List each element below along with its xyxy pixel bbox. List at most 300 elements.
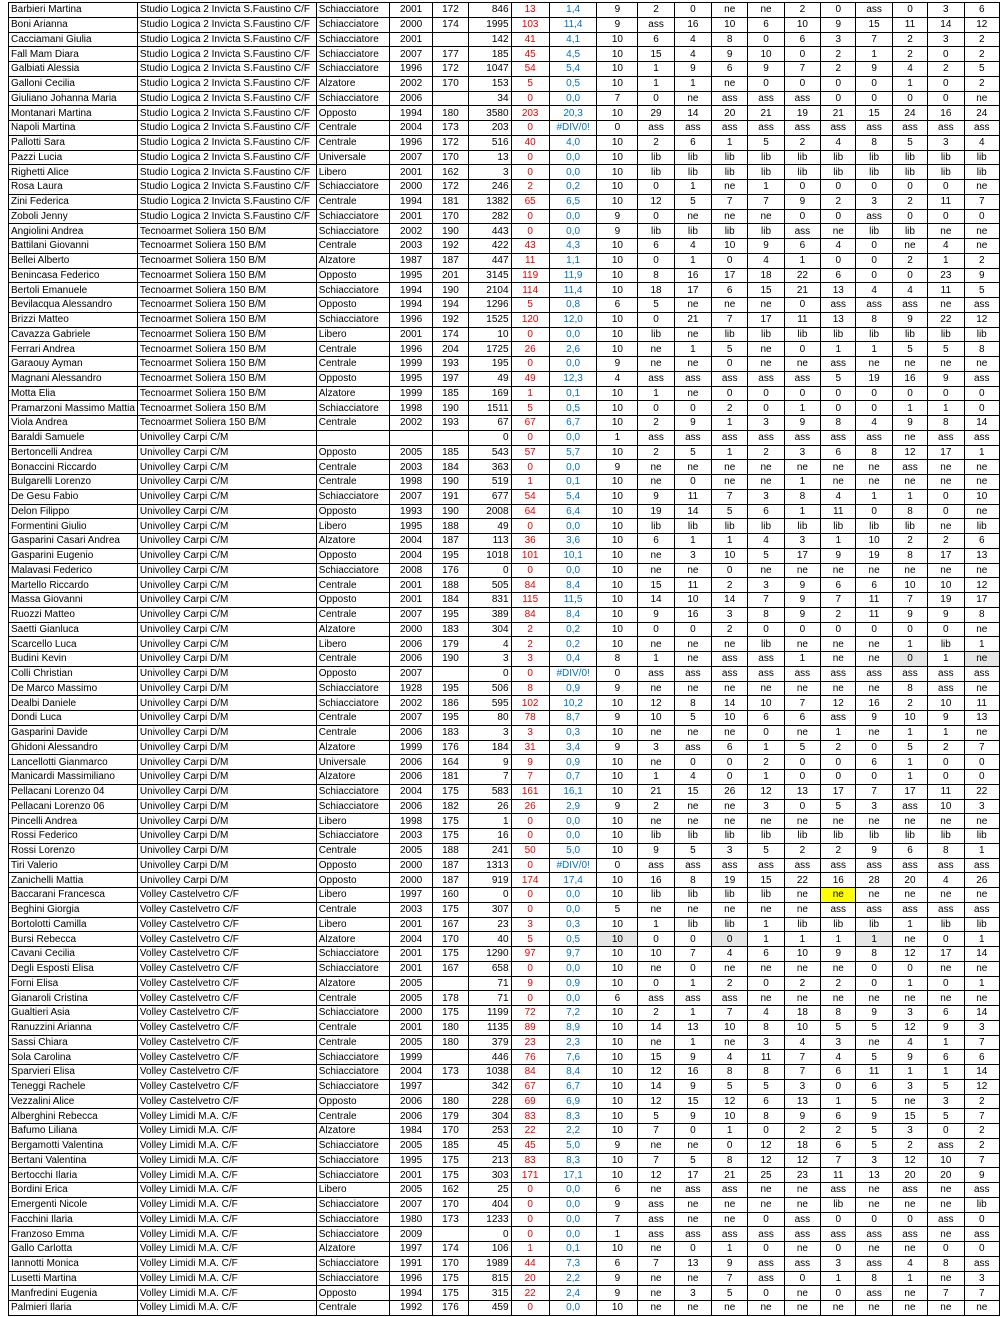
- cell-g10: 0: [964, 770, 1000, 785]
- cell-g10: 7: [964, 740, 1000, 755]
- cell-g8: lib: [892, 165, 927, 180]
- cell-avg: 10,1: [549, 548, 597, 563]
- cell-g9: ass: [928, 1212, 964, 1227]
- cell-g5: 19: [784, 106, 820, 121]
- cell-avg: 7,2: [549, 1006, 597, 1021]
- cell-height: 195: [432, 607, 468, 622]
- cell-g8: lib: [892, 150, 927, 165]
- cell-name: Pellacani Lorenzo 06: [9, 799, 138, 814]
- cell-g6: 0: [821, 209, 856, 224]
- cell-tot: 1725: [469, 342, 511, 357]
- cell-g5: ne: [784, 991, 820, 1006]
- cell-g2: lib: [674, 224, 711, 239]
- cell-role: Libero: [316, 888, 390, 903]
- cell-avg: 0,1: [549, 386, 597, 401]
- cell-g2: ne: [674, 386, 711, 401]
- cell-g5: ne: [784, 357, 820, 372]
- cell-year: 2002: [390, 696, 432, 711]
- cell-g6: ass: [821, 1227, 856, 1242]
- cell-g8: 0: [892, 1212, 927, 1227]
- cell-g10: ne: [964, 504, 1000, 519]
- cell-matches: 10: [597, 268, 638, 283]
- cell-g10: 0: [964, 209, 1000, 224]
- cell-g4: lib: [748, 829, 784, 844]
- cell-matches: 10: [597, 135, 638, 150]
- cell-role: Schiacciatore: [316, 784, 390, 799]
- cell-role: Opposto: [316, 371, 390, 386]
- cell-g7: 1: [856, 47, 892, 62]
- cell-role: Alzatore: [316, 76, 390, 91]
- cell-g5: 7: [784, 1050, 820, 1065]
- cell-year: 1995: [390, 268, 432, 283]
- cell-g2: ne: [674, 902, 711, 917]
- cell-team: Univolley Carpi C/M: [137, 445, 316, 460]
- cell-year: 2005: [390, 1183, 432, 1198]
- cell-avg: 2,4: [549, 1286, 597, 1301]
- cell-year: 1995: [390, 519, 432, 534]
- cell-matches: 9: [597, 224, 638, 239]
- cell-g10: ass: [964, 1227, 1000, 1242]
- cell-team: Volley Limidi M.A. C/F: [137, 1271, 316, 1286]
- cell-team: Volley Castelvetro C/F: [137, 932, 316, 947]
- cell-year: 2003: [390, 829, 432, 844]
- cell-g10: 10: [964, 489, 1000, 504]
- cell-tot: 49: [469, 519, 511, 534]
- cell-year: 1994: [390, 298, 432, 313]
- cell-g6: 2: [821, 47, 856, 62]
- cell-g4: lib: [748, 519, 784, 534]
- cell-g2: 16: [674, 607, 711, 622]
- cell-g1: ass: [638, 666, 674, 681]
- cell-g4: ne: [748, 961, 784, 976]
- cell-g6: 2: [821, 976, 856, 991]
- cell-tot: 1511: [469, 401, 511, 416]
- cell-g4: 3: [748, 1035, 784, 1050]
- cell-team: Univolley Carpi D/M: [137, 755, 316, 770]
- cell-avg: 0,1: [549, 1242, 597, 1257]
- cell-role: Opposto: [316, 873, 390, 888]
- cell-name: Napoli Martina: [9, 121, 138, 136]
- cell-g5: ne: [784, 814, 820, 829]
- cell-g2: 0: [674, 1242, 711, 1257]
- cell-pts: 1: [511, 475, 549, 490]
- cell-g4: 4: [748, 534, 784, 549]
- cell-g9: ass: [928, 430, 964, 445]
- cell-height: 170: [432, 1124, 468, 1139]
- cell-g7: 8: [856, 135, 892, 150]
- cell-g5: 9: [784, 607, 820, 622]
- cell-g8: 2: [892, 534, 927, 549]
- cell-g1: ass: [638, 858, 674, 873]
- cell-tot: 34: [469, 91, 511, 106]
- cell-g1: 2: [638, 135, 674, 150]
- cell-g9: 0: [928, 1124, 964, 1139]
- cell-g9: 19: [928, 593, 964, 608]
- cell-g3: ne: [712, 799, 748, 814]
- cell-role: Libero: [316, 637, 390, 652]
- cell-height: 181: [432, 194, 468, 209]
- cell-tot: 1233: [469, 1212, 511, 1227]
- cell-tot: 3: [469, 652, 511, 667]
- cell-g6: 0: [821, 76, 856, 91]
- cell-avg: 0,0: [549, 814, 597, 829]
- cell-g2: 17: [674, 1168, 711, 1183]
- cell-year: 1994: [390, 194, 432, 209]
- cell-g4: ne: [748, 475, 784, 490]
- cell-g3: 7: [712, 1006, 748, 1021]
- cell-g1: ne: [638, 342, 674, 357]
- cell-team: Volley Limidi M.A. C/F: [137, 1242, 316, 1257]
- cell-team: Tecnoarmet Soliera 150 B/M: [137, 312, 316, 327]
- cell-g9: ne: [928, 1183, 964, 1198]
- cell-g3: ass: [712, 91, 748, 106]
- cell-pts: 57: [511, 445, 549, 460]
- cell-team: Univolley Carpi C/M: [137, 475, 316, 490]
- cell-g1: 14: [638, 1079, 674, 1094]
- cell-year: [390, 430, 432, 445]
- cell-g6: 0: [821, 1212, 856, 1227]
- cell-g2: 0: [674, 401, 711, 416]
- table-row: [9, 239, 1000, 254]
- cell-year: 2004: [390, 1065, 432, 1080]
- cell-tot: 846: [469, 3, 511, 18]
- cell-g6: 2: [821, 194, 856, 209]
- cell-tot: 113: [469, 534, 511, 549]
- cell-g3: 7: [712, 194, 748, 209]
- cell-team: Tecnoarmet Soliera 150 B/M: [137, 239, 316, 254]
- cell-g9: ne: [928, 357, 964, 372]
- cell-name: Bonaccini Riccardo: [9, 460, 138, 475]
- cell-g1: ne: [638, 1035, 674, 1050]
- cell-g2: 4: [674, 32, 711, 47]
- cell-year: 1999: [390, 1050, 432, 1065]
- cell-tot: 389: [469, 607, 511, 622]
- cell-g3: ass: [712, 652, 748, 667]
- cell-matches: 10: [597, 888, 638, 903]
- cell-g5: 18: [784, 1138, 820, 1153]
- cell-tot: 505: [469, 578, 511, 593]
- cell-year: 2003: [390, 460, 432, 475]
- cell-g4: 17: [748, 312, 784, 327]
- table-row: [9, 253, 1000, 268]
- cell-matches: 10: [597, 1020, 638, 1035]
- cell-matches: 10: [597, 725, 638, 740]
- cell-year: 1998: [390, 401, 432, 416]
- cell-g6: 6: [821, 578, 856, 593]
- cell-team: Univolley Carpi D/M: [137, 784, 316, 799]
- cell-g8: ass: [892, 1183, 927, 1198]
- cell-avg: 0,5: [549, 401, 597, 416]
- cell-avg: 5,0: [549, 1138, 597, 1153]
- cell-g7: lib: [856, 917, 892, 932]
- cell-g3: ne: [712, 902, 748, 917]
- cell-tot: 0: [469, 666, 511, 681]
- cell-g2: 13: [674, 1020, 711, 1035]
- cell-g2: 0: [674, 932, 711, 947]
- cell-g5: 2: [784, 976, 820, 991]
- cell-g10: 12: [964, 312, 1000, 327]
- cell-tot: 583: [469, 784, 511, 799]
- cell-avg: 17,4: [549, 873, 597, 888]
- cell-g8: 12: [892, 1153, 927, 1168]
- cell-role: Libero: [316, 917, 390, 932]
- cell-year: 1994: [390, 106, 432, 121]
- cell-role: Alzatore: [316, 770, 390, 785]
- cell-g9: 1: [928, 725, 964, 740]
- cell-g1: 6: [638, 32, 674, 47]
- cell-g3: 1: [712, 1242, 748, 1257]
- table-row: [9, 475, 1000, 490]
- cell-role: Centrale: [316, 342, 390, 357]
- cell-name: Bellei Alberto: [9, 253, 138, 268]
- cell-height: 170: [432, 76, 468, 91]
- cell-g2: 4: [674, 239, 711, 254]
- cell-g6: lib: [821, 165, 856, 180]
- cell-g2: 11: [674, 489, 711, 504]
- cell-tot: 7: [469, 770, 511, 785]
- cell-tot: 1135: [469, 1020, 511, 1035]
- cell-team: Univolley Carpi C/M: [137, 622, 316, 637]
- cell-year: 2004: [390, 548, 432, 563]
- cell-role: Schiacciatore: [316, 62, 390, 77]
- cell-g5: 0: [784, 180, 820, 195]
- cell-g2: ne: [674, 681, 711, 696]
- cell-pts: 26: [511, 799, 549, 814]
- cell-g2: 9: [674, 1079, 711, 1094]
- cell-role: Schiacciatore: [316, 224, 390, 239]
- cell-g3: ne: [712, 460, 748, 475]
- cell-name: Dondi Luca: [9, 711, 138, 726]
- cell-g7: ne: [856, 814, 892, 829]
- cell-g2: 4: [674, 770, 711, 785]
- cell-pts: 7: [511, 770, 549, 785]
- cell-g5: ne: [784, 637, 820, 652]
- cell-avg: 0,2: [549, 180, 597, 195]
- cell-g2: ne: [674, 799, 711, 814]
- cell-g10: 8: [964, 342, 1000, 357]
- cell-name: Tiri Valerio: [9, 858, 138, 873]
- cell-g7: 1: [856, 342, 892, 357]
- cell-g1: ne: [638, 814, 674, 829]
- cell-height: 170: [432, 150, 468, 165]
- cell-height: 201: [432, 268, 468, 283]
- cell-g8: 1: [892, 1271, 927, 1286]
- table-row: [9, 652, 1000, 667]
- cell-g7: ne: [856, 357, 892, 372]
- cell-g8: ass: [892, 460, 927, 475]
- cell-pts: 84: [511, 607, 549, 622]
- cell-g2: 6: [674, 135, 711, 150]
- cell-role: Schiacciatore: [316, 1006, 390, 1021]
- cell-pts: 23: [511, 1035, 549, 1050]
- cell-g6: 7: [821, 593, 856, 608]
- cell-avg: 5,0: [549, 843, 597, 858]
- cell-tot: 16: [469, 829, 511, 844]
- cell-team: Studio Logica 2 Invicta S.Faustino C/F: [137, 209, 316, 224]
- cell-team: Studio Logica 2 Invicta S.Faustino C/F: [137, 3, 316, 18]
- cell-g6: 7: [821, 1153, 856, 1168]
- cell-g4: 5: [748, 1079, 784, 1094]
- table-row: [9, 1050, 1000, 1065]
- table-row: [9, 607, 1000, 622]
- cell-g4: 3: [748, 489, 784, 504]
- cell-team: Volley Limidi M.A. C/F: [137, 1286, 316, 1301]
- cell-g9: 1: [928, 1035, 964, 1050]
- cell-role: Schiacciatore: [316, 1138, 390, 1153]
- cell-g5: 10: [784, 1020, 820, 1035]
- cell-year: 2002: [390, 416, 432, 431]
- cell-year: 2005: [390, 445, 432, 460]
- cell-g9: 0: [928, 622, 964, 637]
- cell-g9: ne: [928, 1227, 964, 1242]
- table-row: [9, 799, 1000, 814]
- cell-matches: 10: [597, 62, 638, 77]
- cell-year: 2001: [390, 578, 432, 593]
- table-row: [9, 681, 1000, 696]
- cell-g5: 3: [784, 445, 820, 460]
- cell-g8: 9: [892, 416, 927, 431]
- cell-year: 2006: [390, 1109, 432, 1124]
- cell-g9: lib: [928, 829, 964, 844]
- cell-g3: 6: [712, 740, 748, 755]
- cell-g4: ass: [748, 121, 784, 136]
- cell-height: 174: [432, 327, 468, 342]
- table-row: [9, 3, 1000, 18]
- cell-year: 2001: [390, 961, 432, 976]
- cell-g6: 6: [821, 1138, 856, 1153]
- cell-g6: 21: [821, 106, 856, 121]
- cell-g2: ne: [674, 1212, 711, 1227]
- cell-g10: ne: [964, 814, 1000, 829]
- cell-g10: 0: [964, 755, 1000, 770]
- cell-year: 2000: [390, 858, 432, 873]
- cell-g10: 9: [964, 1168, 1000, 1183]
- cell-g1: 0: [638, 976, 674, 991]
- cell-name: Saetti Gianluca: [9, 622, 138, 637]
- cell-avg: 0,9: [549, 976, 597, 991]
- cell-g3: 10: [712, 1020, 748, 1035]
- cell-g10: 22: [964, 784, 1000, 799]
- cell-g2: ne: [674, 1271, 711, 1286]
- cell-g10: lib: [964, 917, 1000, 932]
- cell-team: Univolley Carpi C/M: [137, 430, 316, 445]
- cell-matches: 10: [597, 1124, 638, 1139]
- cell-g8: ass: [892, 298, 927, 313]
- cell-name: Bursi Rebecca: [9, 932, 138, 947]
- cell-g2: ne: [674, 1197, 711, 1212]
- cell-avg: 12,0: [549, 312, 597, 327]
- cell-g6: 3: [821, 32, 856, 47]
- cell-g3: 26: [712, 784, 748, 799]
- cell-g5: 1: [784, 401, 820, 416]
- cell-g6: 2: [821, 843, 856, 858]
- cell-g7: 0: [856, 386, 892, 401]
- cell-role: Opposto: [316, 298, 390, 313]
- cell-g8: 2: [892, 696, 927, 711]
- cell-g2: ne: [674, 1138, 711, 1153]
- cell-g5: ne: [784, 961, 820, 976]
- cell-pts: 174: [511, 873, 549, 888]
- cell-pts: 0: [511, 1301, 549, 1316]
- cell-g7: lib: [856, 165, 892, 180]
- cell-g3: 0: [712, 932, 748, 947]
- cell-matches: 10: [597, 1242, 638, 1257]
- cell-matches: 10: [597, 1153, 638, 1168]
- cell-year: 2007: [390, 489, 432, 504]
- cell-g2: ne: [674, 298, 711, 313]
- cell-g8: 7: [892, 593, 927, 608]
- cell-pts: 171: [511, 1168, 549, 1183]
- cell-g1: ne: [638, 637, 674, 652]
- cell-role: Alzatore: [316, 1124, 390, 1139]
- cell-g4: 3: [748, 578, 784, 593]
- cell-team: Volley Limidi M.A. C/F: [137, 1197, 316, 1212]
- cell-name: Bordini Erica: [9, 1183, 138, 1198]
- cell-g3: 2: [712, 401, 748, 416]
- cell-matches: 10: [597, 1168, 638, 1183]
- cell-role: Libero: [316, 1183, 390, 1198]
- cell-tot: 203: [469, 121, 511, 136]
- cell-year: 2005: [390, 1138, 432, 1153]
- cell-role: Schiacciatore: [316, 696, 390, 711]
- cell-g6: 6: [821, 268, 856, 283]
- cell-tot: 195: [469, 357, 511, 372]
- cell-g5: 1: [784, 652, 820, 667]
- table-row: [9, 32, 1000, 47]
- cell-g6: 2: [821, 62, 856, 77]
- cell-team: Univolley Carpi D/M: [137, 666, 316, 681]
- cell-g3: ne: [712, 814, 748, 829]
- cell-pts: 5: [511, 932, 549, 947]
- cell-avg: 0,0: [549, 1212, 597, 1227]
- cell-name: Lancellotti Gianmarco: [9, 755, 138, 770]
- cell-g7: 9: [856, 1006, 892, 1021]
- cell-g8: 5: [892, 135, 927, 150]
- cell-role: Schiacciatore: [316, 1168, 390, 1183]
- cell-g4: ass: [748, 858, 784, 873]
- cell-team: Univolley Carpi C/M: [137, 519, 316, 534]
- cell-g10: ne: [964, 961, 1000, 976]
- cell-height: 175: [432, 784, 468, 799]
- cell-g6: 0: [821, 253, 856, 268]
- cell-year: 2006: [390, 725, 432, 740]
- cell-g5: 0: [784, 770, 820, 785]
- cell-avg: 0,0: [549, 519, 597, 534]
- cell-g2: 1: [674, 534, 711, 549]
- cell-g2: 9: [674, 1109, 711, 1124]
- cell-role: Schiacciatore: [316, 1050, 390, 1065]
- cell-g1: ass: [638, 430, 674, 445]
- cell-g8: ne: [892, 475, 927, 490]
- cell-matches: 1: [597, 430, 638, 445]
- cell-g5: ass: [784, 858, 820, 873]
- cell-g4: 0: [748, 1286, 784, 1301]
- cell-name: Degli Esposti Elisa: [9, 961, 138, 976]
- cell-avg: 8,9: [549, 1020, 597, 1035]
- cell-g8: 1: [892, 76, 927, 91]
- cell-matches: 7: [597, 91, 638, 106]
- cell-g9: 0: [928, 504, 964, 519]
- cell-name: Rossi Lorenzo: [9, 843, 138, 858]
- cell-pts: 41: [511, 32, 549, 47]
- cell-name: Gasparini Davide: [9, 725, 138, 740]
- cell-g9: 10: [928, 578, 964, 593]
- cell-name: Ghidoni Alessandro: [9, 740, 138, 755]
- cell-g4: 5: [748, 548, 784, 563]
- cell-g6: ass: [821, 357, 856, 372]
- cell-g2: 13: [674, 1256, 711, 1271]
- cell-g1: 0: [638, 180, 674, 195]
